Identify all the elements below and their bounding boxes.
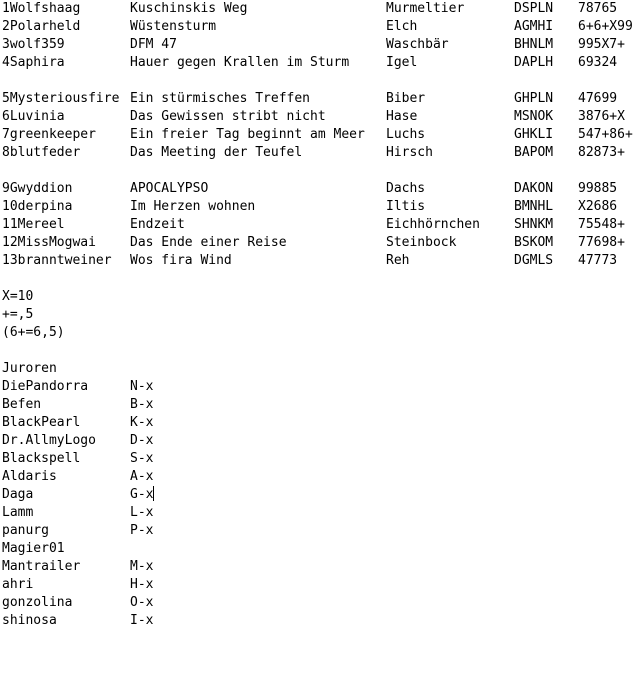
entry-code: 75548+ bbox=[578, 217, 625, 232]
note-text: X=10 bbox=[2, 289, 34, 304]
entry-letters: AGMHI bbox=[514, 19, 554, 34]
entry-code: 547+86+ bbox=[578, 127, 633, 142]
jury-name: ahri bbox=[2, 577, 34, 592]
jury-code: P-x bbox=[130, 523, 154, 538]
entry-title: DFM 47 bbox=[130, 37, 177, 52]
entry-name: wolf359 bbox=[9, 37, 65, 52]
entry-letters: BHNLM bbox=[514, 37, 554, 52]
entry-title: Im Herzen wohnen bbox=[130, 199, 256, 214]
entry-title: Das Meeting der Teufel bbox=[130, 145, 303, 160]
jury-name: Aldaris bbox=[2, 469, 57, 484]
jury-code: H-x bbox=[130, 577, 154, 592]
jury-line bbox=[0, 540, 65, 558]
entry-line bbox=[0, 36, 625, 54]
entry-letters: BSKOM bbox=[514, 235, 554, 250]
entry-code: 3876+X bbox=[578, 109, 625, 124]
jury-code: A-x bbox=[130, 469, 154, 484]
entry-code: 69324 bbox=[578, 55, 618, 70]
entry-animal: Waschbär bbox=[386, 37, 449, 52]
entry-title: Kuschinskis Weg bbox=[130, 1, 248, 16]
entry-name: Mereel bbox=[17, 217, 65, 232]
entry-name: branntweiner bbox=[17, 253, 112, 268]
note-line bbox=[0, 324, 65, 342]
jury-code: D-x bbox=[130, 433, 154, 448]
jury-code: G-x bbox=[130, 487, 154, 502]
jury-code: O-x bbox=[130, 595, 154, 610]
jury-heading-line bbox=[0, 360, 57, 378]
entry-code: 78765 bbox=[578, 1, 618, 16]
entry-number: 12 bbox=[2, 235, 18, 250]
entry-animal: Dachs bbox=[386, 181, 426, 196]
entry-number: 6 bbox=[2, 109, 10, 124]
entry-animal: Murmeltier bbox=[386, 1, 465, 16]
jury-name: shinosa bbox=[2, 613, 57, 628]
entry-number: 3 bbox=[2, 37, 10, 52]
entry-animal: Steinbock bbox=[386, 235, 457, 250]
jury-line bbox=[0, 468, 154, 486]
note-text: (6+=6,5) bbox=[2, 325, 65, 340]
jury-name: Blackspell bbox=[2, 451, 81, 466]
entry-line bbox=[0, 126, 633, 144]
entry-title: Endzeit bbox=[130, 217, 185, 232]
entry-number: 10 bbox=[2, 199, 18, 214]
entry-name: derpina bbox=[17, 199, 73, 214]
jury-name: Magier01 bbox=[2, 541, 65, 556]
jury-line bbox=[0, 558, 154, 576]
note-line bbox=[0, 306, 34, 324]
jury-name: Befen bbox=[2, 397, 42, 412]
entry-title: APOCALYPSO bbox=[130, 181, 209, 196]
entry-title: Wos fira Wind bbox=[130, 253, 232, 268]
note-line bbox=[0, 288, 34, 306]
jury-name: DiePandorra bbox=[2, 379, 89, 394]
jury-name: BlackPearl bbox=[2, 415, 81, 430]
entry-letters: DAPLH bbox=[514, 55, 554, 70]
entry-name: Luvinia bbox=[9, 109, 65, 124]
entry-code: 77698+ bbox=[578, 235, 625, 250]
entry-animal: Igel bbox=[386, 55, 418, 70]
jury-code: K-x bbox=[130, 415, 154, 430]
jury-line bbox=[0, 432, 154, 450]
entry-title: Ein freier Tag beginnt am Meer bbox=[130, 127, 365, 142]
entry-title: Das Gewissen stribt nicht bbox=[130, 109, 326, 124]
jury-name: Daga bbox=[2, 487, 34, 502]
entry-code: 47699 bbox=[578, 91, 618, 106]
jury-name: Lamm bbox=[2, 505, 34, 520]
entry-animal: Eichhörnchen bbox=[386, 217, 480, 232]
entry-line bbox=[0, 180, 618, 198]
jury-line bbox=[0, 522, 154, 540]
jury-code: S-x bbox=[130, 451, 154, 466]
jury-name: Dr.AllmyLogo bbox=[2, 433, 96, 448]
jury-line bbox=[0, 486, 154, 504]
entry-line bbox=[0, 90, 618, 108]
jury-name: Mantrailer bbox=[2, 559, 81, 574]
entry-name: Mysteriousfire bbox=[9, 91, 120, 106]
jury-line bbox=[0, 450, 154, 468]
entry-title: Ein stürmisches Treffen bbox=[130, 91, 311, 106]
jury-code: N-x bbox=[130, 379, 154, 394]
jury-line bbox=[0, 612, 154, 630]
entry-animal: Hase bbox=[386, 109, 418, 124]
entry-line bbox=[0, 252, 618, 270]
entry-title: Das Ende einer Reise bbox=[130, 235, 287, 250]
entry-name: greenkeeper bbox=[9, 127, 96, 142]
entry-number: 8 bbox=[2, 145, 10, 160]
jury-line bbox=[0, 378, 154, 396]
entry-line bbox=[0, 18, 633, 36]
entry-code: 6+6+X99 bbox=[578, 19, 633, 34]
entry-number: 1 bbox=[2, 1, 10, 16]
jury-name: gonzolina bbox=[2, 595, 73, 610]
jury-line bbox=[0, 594, 154, 612]
entry-line bbox=[0, 108, 625, 126]
entry-number: 2 bbox=[2, 19, 10, 34]
entry-letters: DSPLN bbox=[514, 1, 554, 16]
entry-letters: DGMLS bbox=[514, 253, 554, 268]
jury-code: L-x bbox=[130, 505, 154, 520]
text-cursor bbox=[153, 486, 154, 501]
entry-letters: GHKLI bbox=[514, 127, 554, 142]
entry-name: MissMogwai bbox=[17, 235, 96, 250]
entry-code: X2686 bbox=[578, 199, 618, 214]
entry-name: Gwyddion bbox=[9, 181, 73, 196]
entry-line bbox=[0, 54, 618, 72]
entry-line bbox=[0, 144, 625, 162]
entry-line bbox=[0, 216, 625, 234]
entry-number: 5 bbox=[2, 91, 10, 106]
entry-animal: Elch bbox=[386, 19, 418, 34]
entry-code: 995X7+ bbox=[578, 37, 625, 52]
entry-number: 11 bbox=[2, 217, 18, 232]
entry-name: Saphira bbox=[9, 55, 65, 70]
entry-letters: SHNKM bbox=[514, 217, 554, 232]
jury-code: M-x bbox=[130, 559, 154, 574]
entry-letters: DAKON bbox=[514, 181, 554, 196]
entry-line bbox=[0, 0, 618, 18]
entry-code: 82873+ bbox=[578, 145, 625, 160]
entry-animal: Iltis bbox=[386, 199, 426, 214]
entry-number: 13 bbox=[2, 253, 18, 268]
entry-animal: Biber bbox=[386, 91, 426, 106]
entry-title: Wüstensturm bbox=[130, 19, 217, 34]
jury-line bbox=[0, 576, 154, 594]
entry-name: Polarheld bbox=[9, 19, 81, 34]
jury-name: panurg bbox=[2, 523, 49, 538]
jury-line bbox=[0, 414, 154, 432]
entry-line bbox=[0, 198, 618, 216]
entry-number: 7 bbox=[2, 127, 10, 142]
entry-line bbox=[0, 234, 625, 252]
jury-code: B-x bbox=[130, 397, 154, 412]
entry-code: 99885 bbox=[578, 181, 618, 196]
entry-name: blutfeder bbox=[9, 145, 81, 160]
entry-letters: MSNOK bbox=[514, 109, 554, 124]
entry-letters: GHPLN bbox=[514, 91, 554, 106]
entry-animal: Hirsch bbox=[386, 145, 433, 160]
entry-letters: BMNHL bbox=[514, 199, 554, 214]
entry-letters: BAPOM bbox=[514, 145, 554, 160]
entry-animal: Luchs bbox=[386, 127, 426, 142]
jury-line bbox=[0, 504, 154, 522]
entry-name: Wolfshaag bbox=[9, 1, 81, 16]
jury-line bbox=[0, 396, 154, 414]
entry-code: 47773 bbox=[578, 253, 618, 268]
jury-code: I-x bbox=[130, 613, 154, 628]
entry-number: 4 bbox=[2, 55, 10, 70]
note-text: +=,5 bbox=[2, 307, 34, 322]
entry-number: 9 bbox=[2, 181, 10, 196]
entry-animal: Reh bbox=[386, 253, 410, 268]
entry-title: Hauer gegen Krallen im Sturm bbox=[130, 55, 350, 70]
jury-heading: Juroren bbox=[2, 361, 57, 376]
